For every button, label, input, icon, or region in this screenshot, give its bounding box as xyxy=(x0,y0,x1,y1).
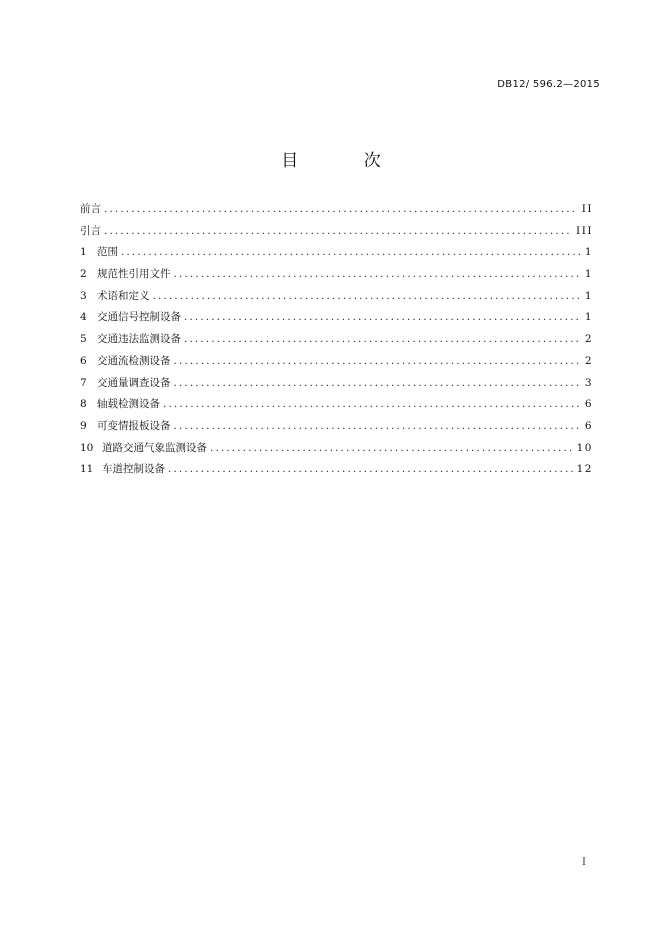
toc-dot-leader xyxy=(104,199,578,221)
toc-entry-11[interactable] xyxy=(80,459,593,481)
toc-entry-page: 10 xyxy=(576,441,593,454)
toc-dot-leader xyxy=(174,351,581,373)
toc-entry-label: 术语和定义 xyxy=(97,289,150,302)
toc-entry-number: 4 xyxy=(80,311,87,324)
toc-dot-leader xyxy=(184,329,581,351)
page-number: I xyxy=(582,857,586,868)
toc-entry-label: 交通违法监测设备 xyxy=(97,333,181,346)
toc-entry-introduction[interactable] xyxy=(80,221,593,243)
toc-entry-page: 2 xyxy=(584,354,593,367)
toc-entry-10[interactable] xyxy=(80,438,593,460)
toc-entry-number: 6 xyxy=(80,354,87,367)
toc-entry-8[interactable] xyxy=(80,394,593,416)
toc-entry-6[interactable] xyxy=(80,351,593,373)
toc-entry-number: 1 xyxy=(80,246,87,259)
toc-dot-leader xyxy=(153,286,581,308)
toc-entry-foreword[interactable] xyxy=(80,199,593,221)
toc-entry-label: 前言 xyxy=(80,203,101,215)
table-of-contents xyxy=(80,199,593,481)
toc-dot-leader xyxy=(174,264,581,286)
toc-dot-leader xyxy=(174,373,581,395)
toc-dot-leader xyxy=(104,221,572,243)
toc-entry-number: 9 xyxy=(80,419,87,432)
toc-entry-7[interactable] xyxy=(80,373,593,395)
toc-entry-page: 6 xyxy=(584,419,593,432)
toc-entry-9[interactable] xyxy=(80,416,593,438)
toc-entry-label: 车道控制设备 xyxy=(102,463,165,476)
toc-dot-leader xyxy=(174,416,581,438)
toc-entry-3[interactable] xyxy=(80,286,593,308)
toc-entry-5[interactable] xyxy=(80,329,593,351)
toc-entry-page: 3 xyxy=(584,376,593,389)
toc-entry-page: 1 xyxy=(584,246,593,259)
toc-entry-number: 8 xyxy=(80,398,87,411)
toc-entry-label: 交通信号控制设备 xyxy=(97,311,181,324)
toc-entry-label: 可变情报板设备 xyxy=(97,419,171,432)
toc-entry-label: 交通量调查设备 xyxy=(97,376,171,389)
toc-entry-label: 轴载检测设备 xyxy=(97,398,160,411)
toc-entry-number: 2 xyxy=(80,268,87,281)
toc-entry-number: 10 xyxy=(80,441,94,454)
page-title: 目 次 xyxy=(281,151,411,171)
toc-entry-page: III xyxy=(576,224,593,237)
toc-entry-2[interactable] xyxy=(80,264,593,286)
toc-entry-label: 道路交通气象监测设备 xyxy=(102,441,207,454)
toc-entry-number: 11 xyxy=(80,463,94,476)
toc-entry-1[interactable] xyxy=(80,242,593,264)
toc-entry-page: 12 xyxy=(576,463,593,476)
toc-dot-leader xyxy=(121,242,581,264)
toc-dot-leader xyxy=(168,459,573,481)
toc-entry-number: 3 xyxy=(80,289,87,302)
toc-dot-leader xyxy=(163,394,581,416)
toc-dot-leader xyxy=(210,438,573,460)
toc-entry-label: 交通流检测设备 xyxy=(97,354,171,367)
toc-entry-page: 6 xyxy=(584,398,593,411)
toc-entry-page: 1 xyxy=(584,289,593,302)
toc-dot-leader xyxy=(184,307,581,329)
toc-entry-4[interactable] xyxy=(80,307,593,329)
toc-entry-label: 引言 xyxy=(80,224,101,237)
toc-entry-page: 2 xyxy=(584,333,593,346)
toc-entry-page: 1 xyxy=(584,311,593,324)
toc-entry-page: II xyxy=(581,203,593,215)
toc-entry-label: 范围 xyxy=(97,246,118,259)
toc-entry-number: 7 xyxy=(80,376,87,389)
toc-entry-label: 规范性引用文件 xyxy=(97,268,171,281)
document-code: DB12/ 596.2—2015 xyxy=(497,79,600,90)
toc-entry-page: 1 xyxy=(584,268,593,281)
toc-entry-number: 5 xyxy=(80,333,87,346)
